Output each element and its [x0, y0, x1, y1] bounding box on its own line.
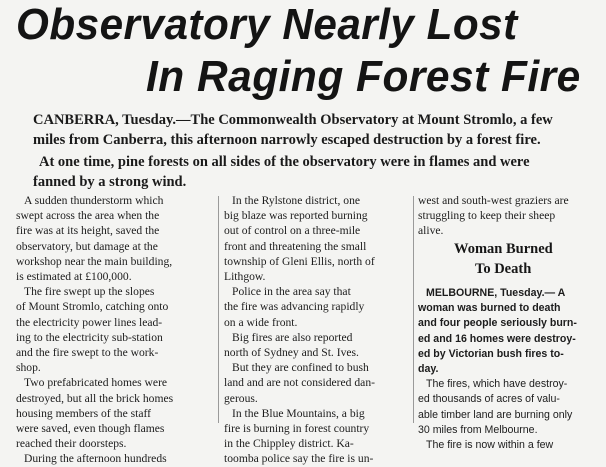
column-1-line: destroyed, but all the brick homes [16, 391, 174, 405]
lede-line-3: At one time, pine forests on all sides of the observatory were in flames and were [39, 154, 530, 170]
subheading-line-1: Woman Burned [454, 241, 553, 257]
column-2-line: on a wide front. [224, 315, 298, 329]
column-1-line: swept across the area when the [16, 209, 160, 223]
column-3-bottom [418, 286, 604, 453]
column-1-line: workshop near the main building, [16, 254, 173, 268]
column-3-line: west and south-west graziers are [418, 194, 569, 207]
column-1-line: During the afternoon hundreds [24, 452, 167, 466]
column-1-line: of Mount Stromlo, catching onto [16, 300, 169, 314]
column-2-line: big blaze was reported burning [224, 209, 368, 223]
column-1-line: A sudden thunderstorm which [24, 194, 164, 207]
column-2-line: Lithgow. [224, 270, 266, 284]
column-2-line: fire is burning in forest country [224, 422, 370, 436]
column-1-line: fire was at its height, saved the [16, 224, 160, 238]
lede-line-4: fanned by a strong wind. [33, 174, 187, 190]
column-1-line: Two prefabricated homes were [24, 376, 168, 390]
column-3-line: The fires, which have destroy- [426, 378, 568, 391]
column-2-line: gerous. [224, 391, 258, 405]
column-2-line: township of Gleni Ellis, north of [224, 254, 375, 268]
column-3-line: day. [418, 363, 439, 376]
headline-line-1: Observatory Nearly Lost [16, 0, 518, 49]
column-rule [218, 196, 219, 423]
column-2-line: land and are not considered dan- [224, 376, 375, 390]
column-1 [16, 193, 212, 467]
column-2-line: front and threatening the small [224, 239, 367, 253]
column-3-line: struggling to keep their sheep [418, 209, 556, 223]
column-3-line: alive. [418, 224, 444, 238]
column-3-line: ed by Victorian bush fires to- [418, 347, 564, 360]
column-3-top [418, 193, 604, 239]
column-2-line: Big fires are also reported [232, 330, 353, 344]
column-3-line: able timber land are burning only [418, 408, 573, 421]
column-2-line: toomba police say the fire is un- [224, 452, 374, 466]
subheading-line-2: To Death [475, 261, 532, 277]
column-2-line: north of Sydney and St. Ives. [224, 346, 359, 360]
column-2-line: Police in the area say that [232, 285, 351, 299]
column-2-line: But they are confined to bush [232, 361, 369, 375]
column-3-line: and four people seriously burn- [418, 317, 577, 330]
column-2-line: In the Rylstone district, one [232, 194, 361, 207]
column-3-line: woman was burned to death [418, 302, 561, 315]
column-1-line: is estimated at £100,000. [16, 270, 132, 284]
column-1-line: housing members of the staff [16, 406, 152, 420]
column-1-line: the electricity power lines lead- [16, 315, 163, 329]
column-1-line: The fire swept up the slopes [24, 285, 155, 299]
column-3-line: ed and 16 homes were destroy- [418, 332, 576, 345]
column-3-line: The fire is now within a few [426, 439, 554, 452]
column-1-line: and the fire swept to the work- [16, 346, 159, 360]
lede-line-1: CANBERRA, Tuesday.—The Commonwealth Observatory at Mount Stromlo, a few [33, 112, 553, 128]
column-1-line: were saved, even though flames [16, 422, 165, 436]
column-3-line: ed thousands of acres of valu- [418, 393, 560, 406]
column-2 [224, 193, 410, 467]
column-2-line: out of control on a three-mile [224, 224, 361, 238]
column-2-line: In the Blue Mountains, a big [232, 406, 365, 420]
lede-line-2: miles from Canberra, this afternoon narrowly escaped destruction by a forest fire. [33, 132, 541, 148]
column-1-line: ing to the electricity sub-station [16, 330, 163, 344]
column-1-line: shop. [16, 361, 41, 375]
headline-line-2: In Raging Forest Fire [146, 52, 581, 101]
column-3-line: 30 miles from Melbourne. [418, 423, 538, 436]
column-1-line: observatory, but damage at the [16, 239, 158, 253]
column-2-line: the fire was advancing rapidly [224, 300, 365, 314]
column-1-line: reached their doorsteps. [16, 437, 127, 451]
column-2-line: in the Chippley district. Ka- [224, 437, 354, 451]
column-3-line: MELBOURNE, Tuesday.— A [426, 287, 566, 299]
column-rule [413, 196, 414, 423]
